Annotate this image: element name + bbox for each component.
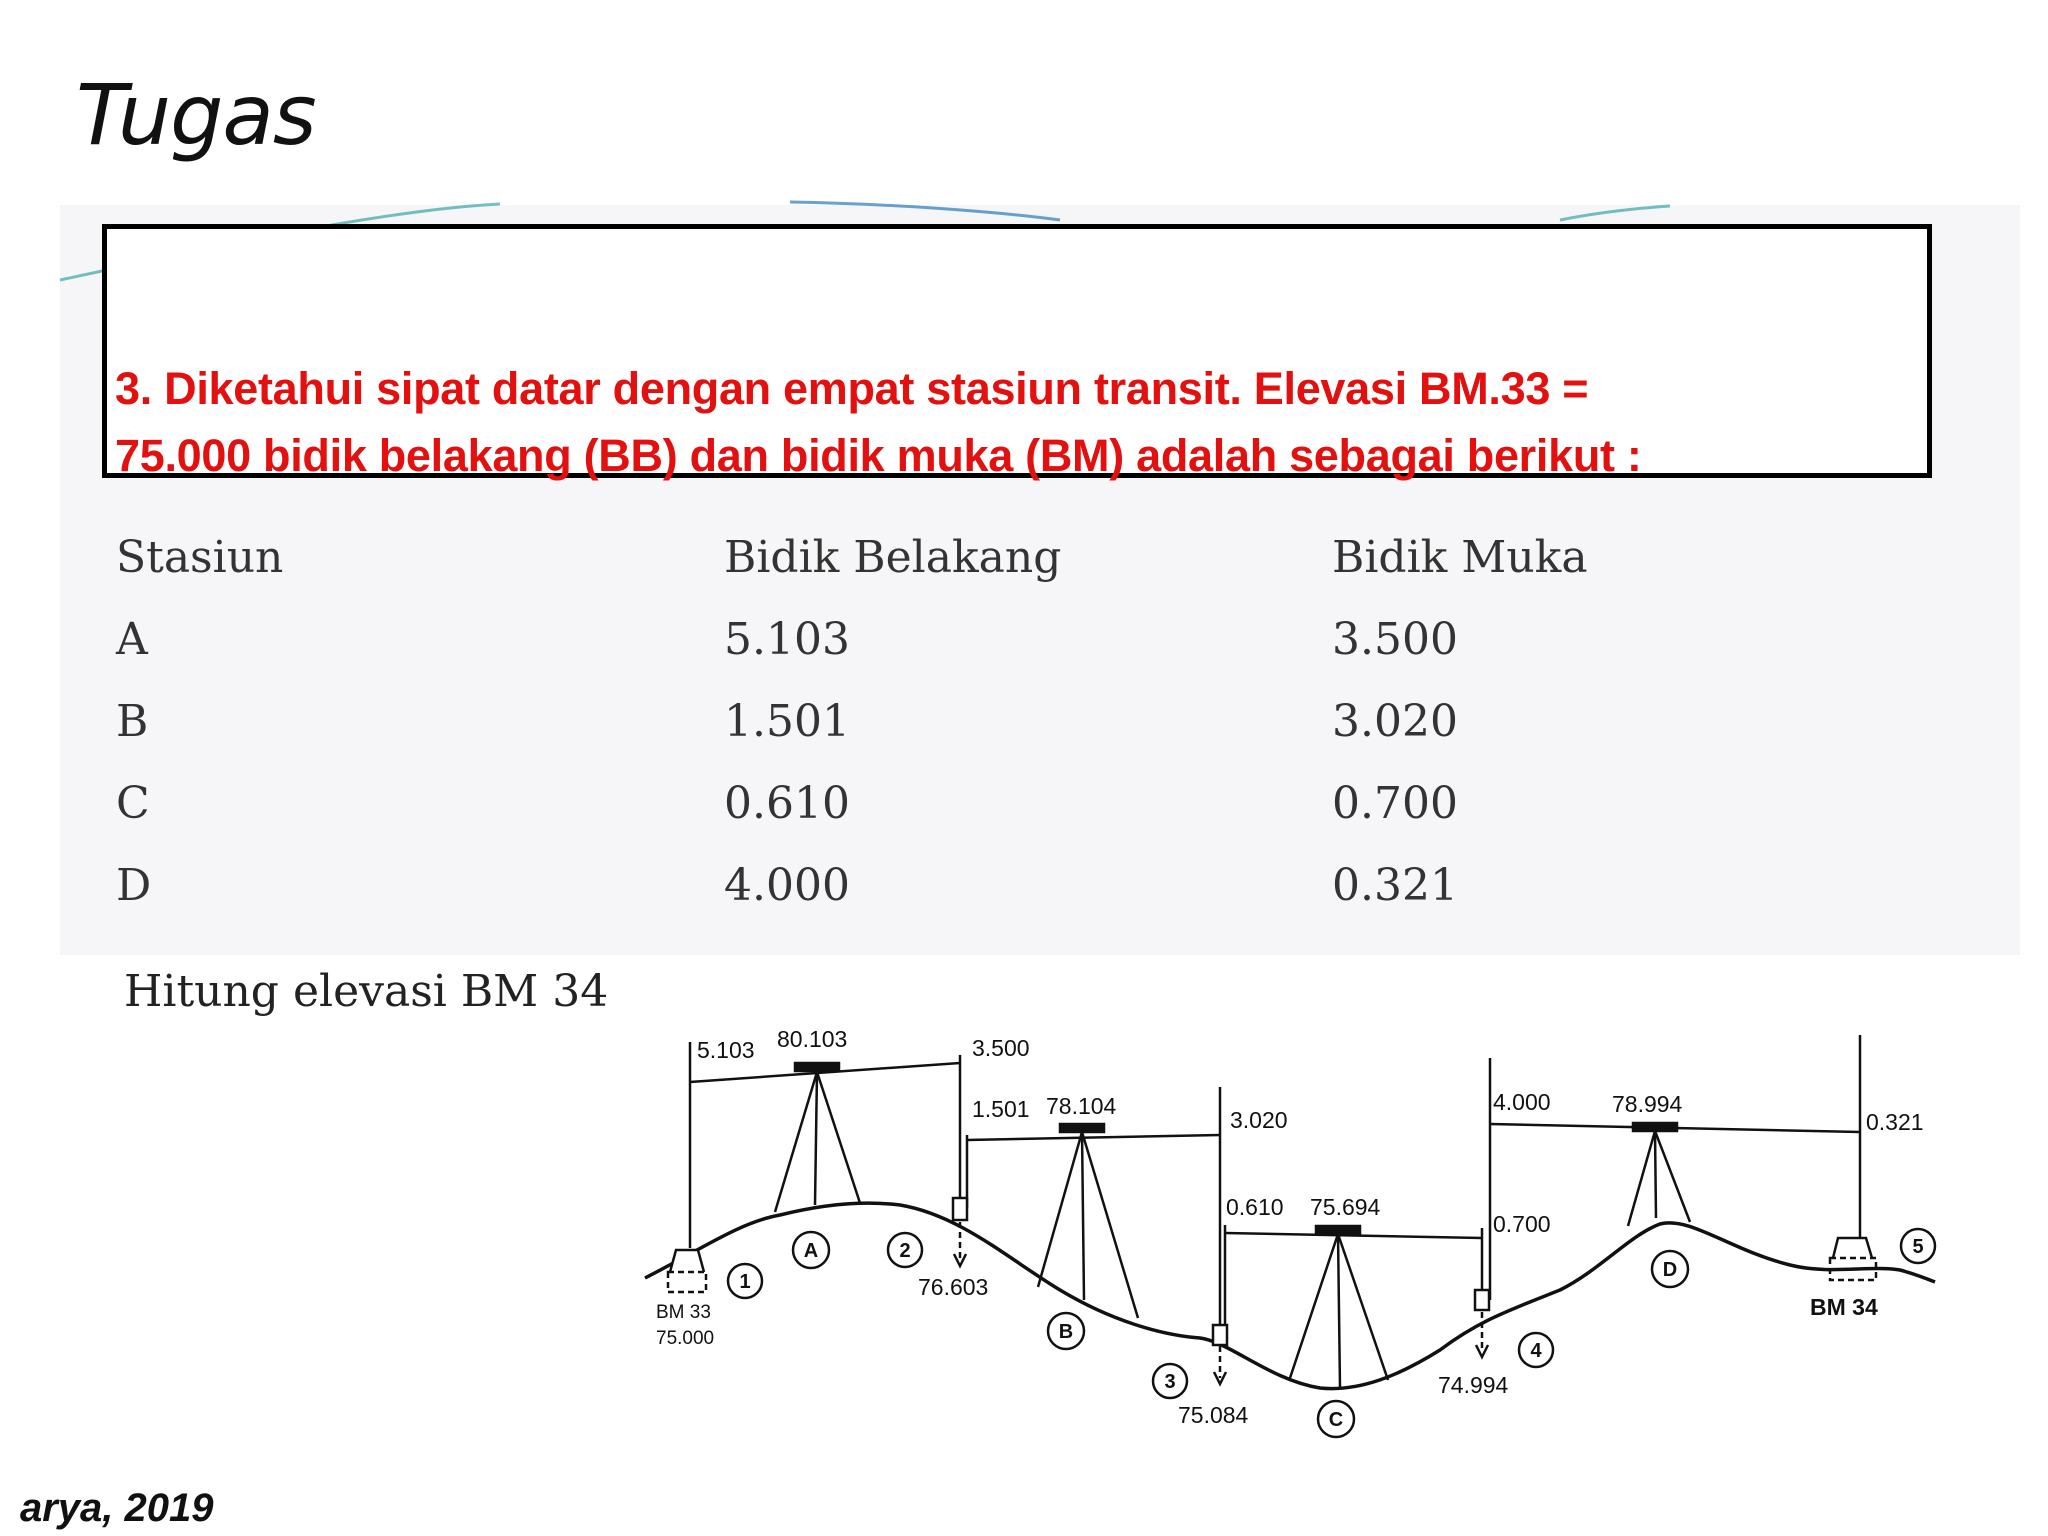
cell-station: D: [116, 859, 152, 911]
hi-label-b: 78.104: [1046, 1093, 1117, 1119]
cell-bm: 0.321: [1332, 859, 1458, 911]
table-row: [116, 762, 1732, 844]
cell-station: B: [116, 695, 149, 747]
tp-elev-2: 75.084: [1178, 1402, 1249, 1428]
station-label-c: C: [1328, 1409, 1344, 1431]
station-label-b: B: [1058, 1321, 1074, 1343]
ground-profile: [645, 1203, 1935, 1389]
table-row: [116, 598, 1732, 680]
cell-bb: 0.610: [724, 777, 850, 829]
cell-bm: 0.700: [1332, 777, 1458, 829]
bm-label-c: 0.700: [1493, 1211, 1551, 1237]
bm33-name: BM 33: [656, 1302, 711, 1323]
station-label-d: D: [1662, 1259, 1678, 1281]
header-bidik-belakang: Bidik Belakang: [724, 531, 1062, 583]
tp-elev-1: 76.603: [918, 1274, 989, 1300]
problem-line-1: 3. Diketahui sipat datar dengan empat stasiun transit. Elevasi BM.33 =: [115, 363, 1589, 414]
data-table: [116, 516, 1732, 926]
table-header-row: [116, 516, 1732, 598]
table-row: [116, 844, 1732, 926]
staff-rods: [690, 1035, 1860, 1333]
cell-bm: 3.500: [1332, 613, 1458, 665]
tp-label-1: 1: [739, 1271, 751, 1293]
cell-station: C: [116, 777, 150, 829]
tp-label-3: 3: [1164, 1371, 1176, 1393]
bb-label-b: 1.501: [972, 1096, 1030, 1122]
cell-bb: 5.103: [724, 613, 850, 665]
footer-credit: arya, 2019: [20, 1486, 214, 1530]
table-row: [116, 680, 1732, 762]
slide-title: Tugas: [76, 66, 316, 164]
bb-label-d: 4.000: [1493, 1089, 1551, 1115]
bm-label-d: 0.321: [1866, 1109, 1924, 1135]
tp-label-4: 4: [1530, 1340, 1542, 1362]
cell-station: A: [116, 613, 148, 665]
problem-text: [115, 355, 1642, 489]
tp-label-5: 5: [1912, 1236, 1924, 1258]
leveling-diagram: [600, 1000, 1960, 1470]
bb-label-a: 5.103: [697, 1037, 755, 1063]
cell-bb: 1.501: [724, 695, 850, 747]
problem-line-2: 75.000 bidik belakang (BB) dan bidik muka (BM) adalah sebagai berikut :: [115, 430, 1642, 481]
header-stasiun: Stasiun: [116, 531, 284, 583]
hi-label-c: 75.694: [1310, 1194, 1381, 1220]
tp-label-2: 2: [899, 1240, 911, 1262]
hi-label-a: 80.103: [777, 1026, 848, 1052]
station-label-a: A: [803, 1240, 819, 1262]
bm-label-a: 3.500: [972, 1035, 1030, 1061]
cell-bm: 3.020: [1332, 695, 1458, 747]
header-bidik-muka: Bidik Muka: [1332, 531, 1588, 583]
bm34-name: BM 34: [1810, 1294, 1878, 1320]
cell-bb: 4.000: [724, 859, 850, 911]
problem-box: [102, 224, 1932, 481]
task-text: Hitung elevasi BM 34: [124, 966, 609, 1017]
bm33-elev: 75.000: [656, 1328, 715, 1349]
bm-label-b: 3.020: [1230, 1107, 1288, 1133]
bb-label-c: 0.610: [1226, 1194, 1284, 1220]
tp-elev-3: 74.994: [1438, 1372, 1509, 1398]
benchmarks: [668, 1238, 1876, 1292]
hi-label-d: 78.994: [1612, 1091, 1683, 1117]
